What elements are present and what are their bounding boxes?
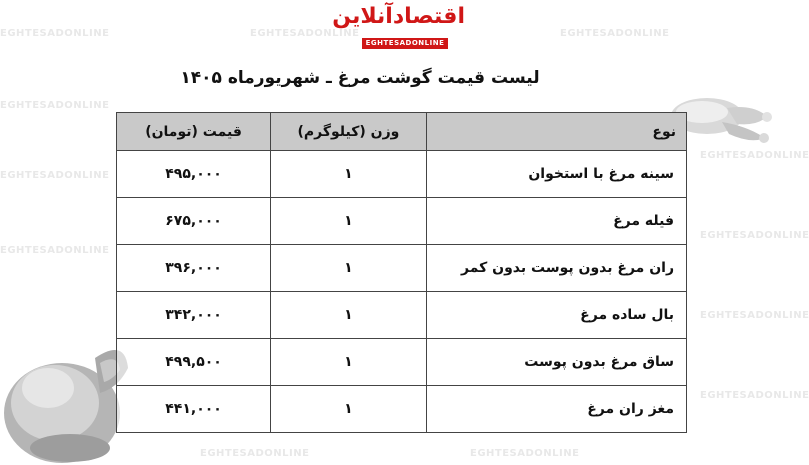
- table-row: [117, 386, 687, 433]
- column-header-type: نوع: [426, 113, 686, 151]
- column-header-price: قیمت (تومان): [117, 113, 271, 151]
- watermark: EGHTESADONLINE: [0, 170, 110, 181]
- cell-type: ساق مرغ بدون پوست: [426, 339, 686, 386]
- logo-wordmark: اقتصادآنلاین: [332, 4, 465, 29]
- watermark: EGHTESADONLINE: [700, 230, 809, 241]
- watermark: EGHTESADONLINE: [0, 28, 110, 39]
- cell-weight: ۱: [271, 339, 427, 386]
- watermark: EGHTESADONLINE: [250, 28, 360, 39]
- cell-price: ۳۹۶,۰۰۰: [117, 245, 271, 292]
- table-row: [117, 245, 687, 292]
- cell-price: ۳۴۲,۰۰۰: [117, 292, 271, 339]
- page-title: لیست قیمت گوشت مرغ ـ شهریورماه ۱۴۰۵: [180, 68, 540, 88]
- cell-weight: ۱: [271, 245, 427, 292]
- cell-type: مغز ران مرغ: [426, 386, 686, 433]
- cell-weight: ۱: [271, 386, 427, 433]
- watermark: EGHTESADONLINE: [200, 448, 310, 459]
- table-row: [117, 292, 687, 339]
- price-table: [116, 112, 687, 433]
- logo-subtitle: EGHTESADONLINE: [362, 38, 449, 49]
- column-header-weight: وزن (کیلوگرم): [271, 113, 427, 151]
- watermark: EGHTESADONLINE: [470, 448, 580, 459]
- cell-price: ۴۹۵,۰۰۰: [117, 151, 271, 198]
- watermark: EGHTESADONLINE: [0, 245, 110, 256]
- cell-type: سینه مرغ با استخوان: [426, 151, 686, 198]
- watermark: EGHTESADONLINE: [700, 150, 809, 161]
- whole-raw-chicken-image: [0, 318, 130, 465]
- cell-weight: ۱: [271, 151, 427, 198]
- watermark: EGHTESADONLINE: [0, 100, 110, 111]
- cell-price: ۶۷۵,۰۰۰: [117, 198, 271, 245]
- watermark: EGHTESADONLINE: [560, 28, 670, 39]
- table-header-row: [117, 113, 687, 151]
- watermark: EGHTESADONLINE: [700, 310, 809, 321]
- cell-price: ۴۴۱,۰۰۰: [117, 386, 271, 433]
- brand-logo[interactable]: [332, 4, 465, 47]
- cell-weight: ۱: [271, 292, 427, 339]
- cell-weight: ۱: [271, 198, 427, 245]
- cell-price: ۴۹۹,۵۰۰: [117, 339, 271, 386]
- cell-type: فیله مرغ: [426, 198, 686, 245]
- table-row: [117, 198, 687, 245]
- table-row: [117, 151, 687, 198]
- cell-type: ران مرغ بدون پوست بدون کمر: [426, 245, 686, 292]
- cell-type: بال ساده مرغ: [426, 292, 686, 339]
- table-row: [117, 339, 687, 386]
- watermark: EGHTESADONLINE: [700, 390, 809, 401]
